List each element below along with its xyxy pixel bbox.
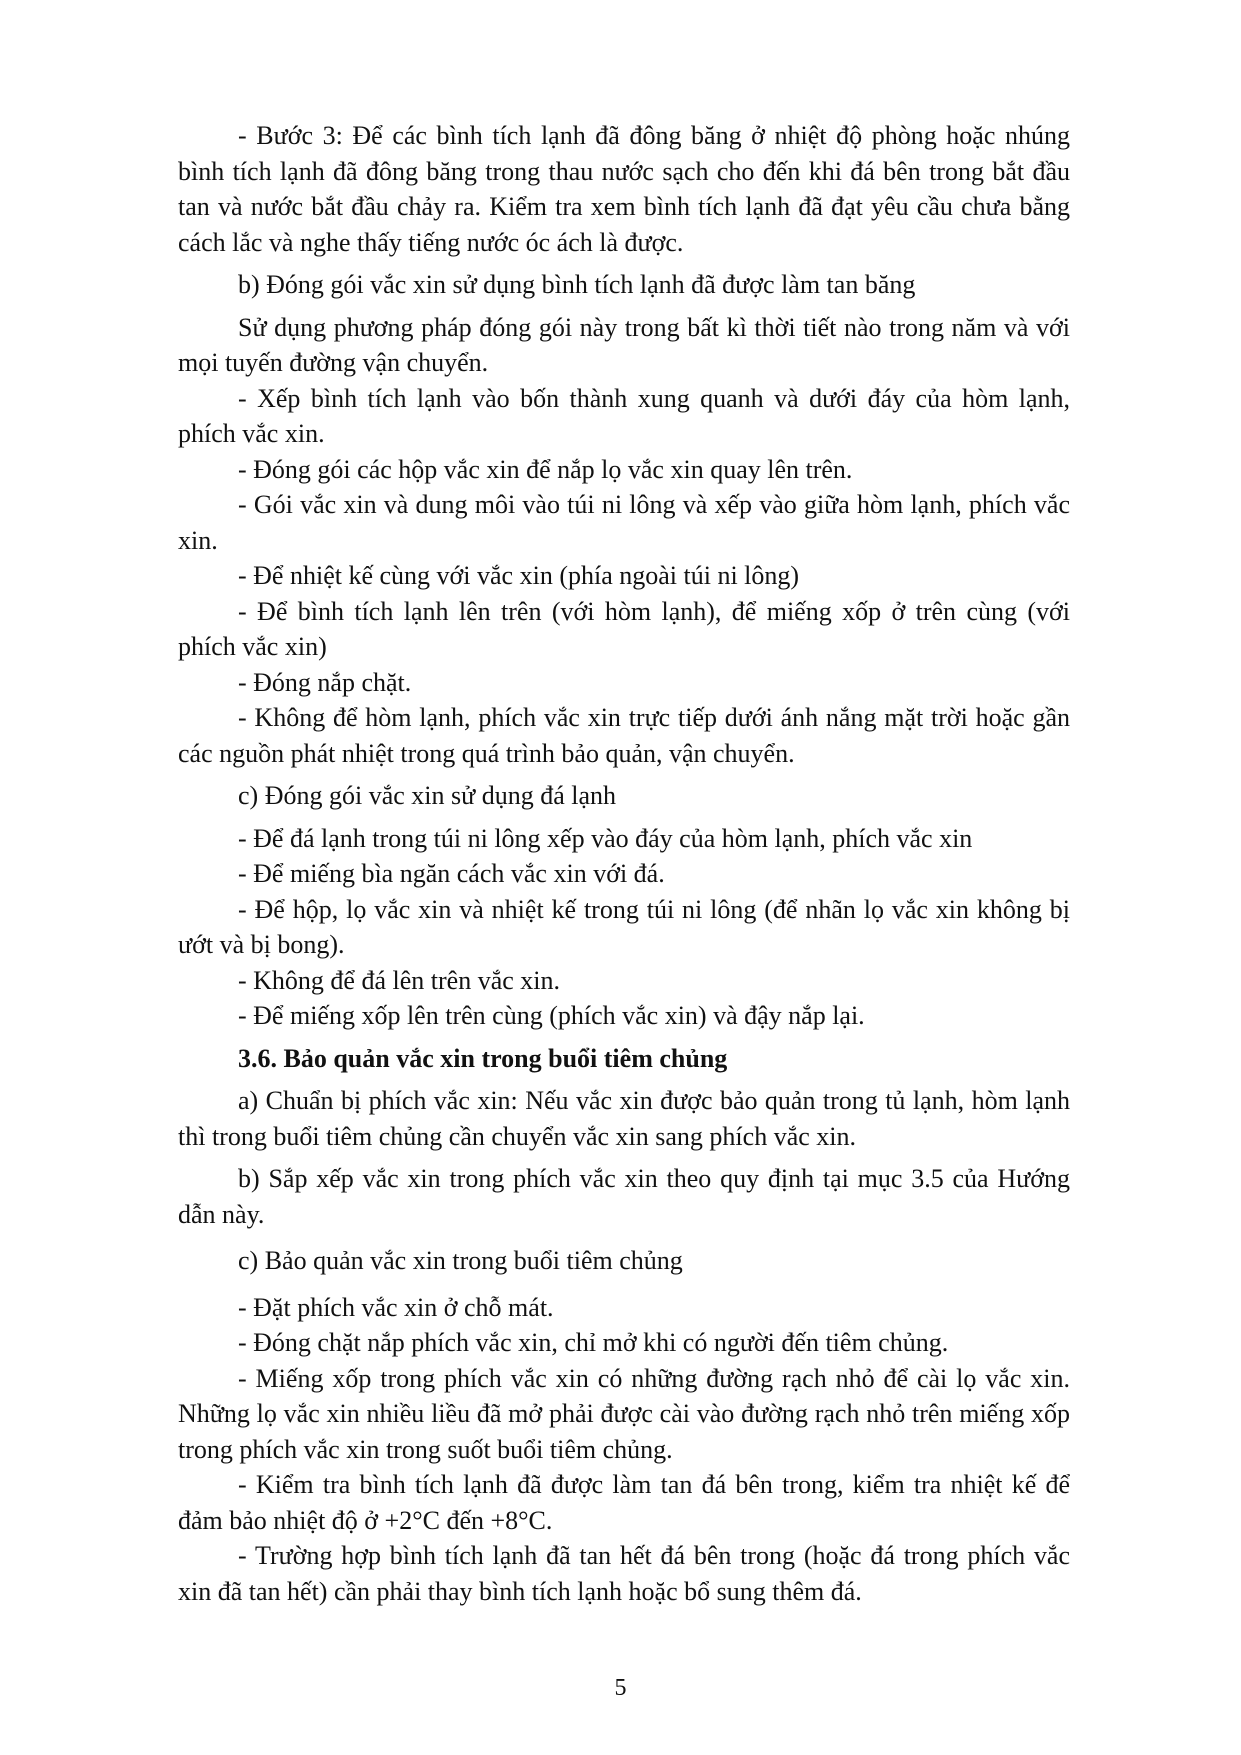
list-item: - Để bình tích lạnh lên trên (với hòm lạnh), để miếng xốp ở trên cùng (với phích vắc xin) — [178, 596, 1070, 661]
body-text — [178, 118, 1070, 1609]
paragraph-usage: Sử dụng phương pháp đóng gói này trong bất kì thời tiết nào trong năm và với mọi tuyến đường vận chuyển. — [178, 312, 1070, 377]
paragraph-b-arrange: b) Sắp xếp vắc xin trong phích vắc xin theo quy định tại mục 3.5 của Hướng dẫn này. — [178, 1164, 1070, 1229]
page-number: 5 — [614, 1675, 627, 1701]
list-item: - Đóng chặt nắp phích vắc xin, chỉ mở khi có người đến tiêm chủng. — [238, 1328, 949, 1357]
list-item: - Không để hòm lạnh, phích vắc xin trực tiếp dưới ánh nắng mặt trời hoặc gần các nguồn phát nhiệt trong quá trình bảo quản, vận chuyển. — [178, 703, 1070, 768]
list-item: - Đóng gói các hộp vắc xin để nắp lọ vắc xin quay lên trên. — [238, 454, 853, 484]
list-item: - Gói vắc xin và dung môi vào túi ni lông và xếp vào giữa hòm lạnh, phích vắc xin. — [178, 490, 1070, 555]
list-item: - Không để đá lên trên vắc xin. — [238, 965, 561, 995]
paragraph-step-3: - Bước 3: Để các bình tích lạnh đã đông băng ở nhiệt độ phòng hoặc nhúng bình tích lạnh đã đông băng trong thau nước sạch cho đến khi đá bên trong bắt đầu tan và nước bắt đầu chảy ra. Kiểm tra xem bình tích lạnh đã đạt yêu cầu chưa bằng cách lắc và nghe thấy tiếng nước óc ách là được. — [178, 121, 1070, 257]
paragraph-a-prepare: a) Chuẩn bị phích vắc xin: Nếu vắc xin được bảo quản trong tủ lạnh, hòm lạnh thì trong buổi tiêm chủng cần chuyển vắc xin sang phích vắc xin. — [178, 1086, 1070, 1151]
subheading-c-preserve: c) Bảo quản vắc xin trong buổi tiêm chủng — [238, 1246, 683, 1275]
list-item: - Xếp bình tích lạnh vào bốn thành xung quanh và dưới đáy của hòm lạnh, phích vắc xin. — [178, 383, 1070, 448]
list-item: - Để nhiệt kế cùng với vắc xin (phía ngoài túi ni lông) — [238, 561, 800, 590]
list-item: - Để miếng xốp lên trên cùng (phích vắc xin) và đậy nắp lại. — [238, 1001, 865, 1030]
subheading-b-thawed-ice-packs: b) Đóng gói vắc xin sử dụng bình tích lạnh đã được làm tan băng — [238, 270, 916, 299]
list-item: - Để đá lạnh trong túi ni lông xếp vào đáy của hòm lạnh, phích vắc xin — [238, 823, 973, 853]
list-item: - Để miếng bìa ngăn cách vắc xin với đá. — [238, 859, 665, 888]
list-item: - Để hộp, lọ vắc xin và nhiệt kế trong túi ni lông (để nhãn lọ vắc xin không bị ướt và bị bong). — [178, 894, 1070, 959]
section-heading-3-6: 3.6. Bảo quản vắc xin trong buổi tiêm chủng — [238, 1043, 728, 1073]
list-item: - Trường hợp bình tích lạnh đã tan hết đá bên trong (hoặc đá trong phích vắc xin đã tan hết) cần phải thay bình tích lạnh hoặc bổ sung thêm đá. — [178, 1541, 1070, 1606]
list-item: - Đóng nắp chặt. — [238, 667, 412, 697]
list-item: - Đặt phích vắc xin ở chỗ mát. — [238, 1292, 554, 1322]
list-item: - Miếng xốp trong phích vắc xin có những đường rạch nhỏ để cài lọ vắc xin. Những lọ vắc xin nhiều liều đã mở phải được cài vào đường rạch nhỏ trên miếng xốp trong phích vắc xin trong suốt buổi tiêm chủng. — [178, 1363, 1070, 1464]
list-item: - Kiểm tra bình tích lạnh đã được làm tan đá bên trong, kiểm tra nhiệt kế để đảm bảo nhiệt độ ở +2°C đến +8°C. — [178, 1470, 1070, 1535]
subheading-c-ice: c) Đóng gói vắc xin sử dụng đá lạnh — [238, 781, 617, 810]
